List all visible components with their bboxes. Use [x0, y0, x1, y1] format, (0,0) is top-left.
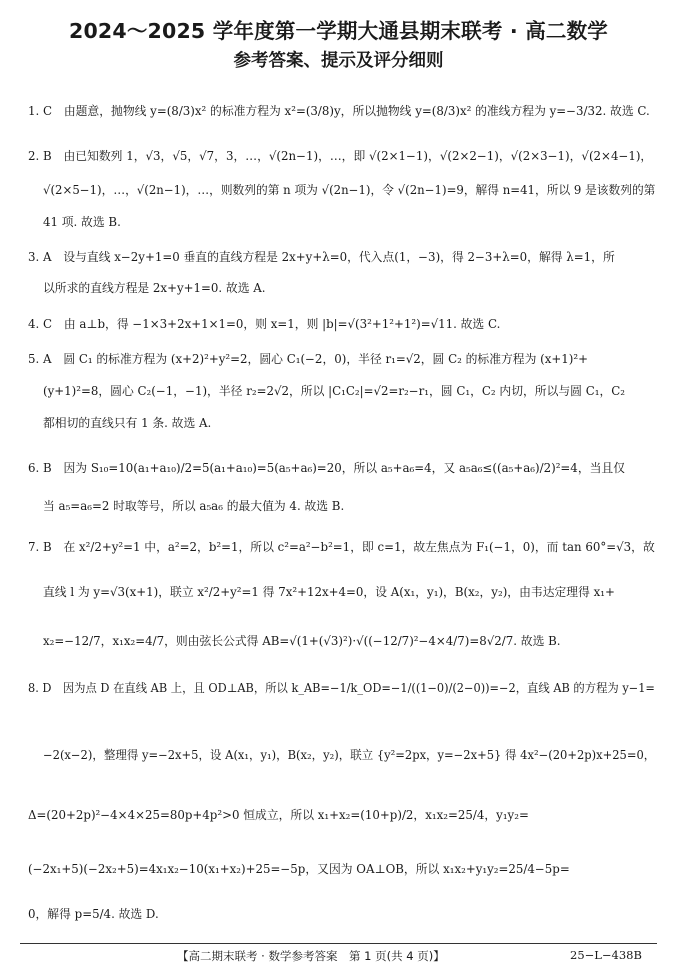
answer-line: 5. A 圆 C₁ 的标准方程为 (x+2)²+y²=2，圆心 C₁(−2，0)，半径 r₁=√2，圆 C₂ 的标准方程为 (x+1)²+	[28, 352, 589, 366]
answer-line: 3. A 设与直线 x−2y+1=0 垂直的直线方程是 2x+y+λ=0，代入点(1，−3)，得 2−3+λ=0，解得 λ=1，所	[28, 250, 615, 264]
footer-code: 25−L−438B	[570, 948, 642, 962]
answer-line: 8. D 因为点 D 在直线 AB 上，且 OD⊥AB，所以 k_AB=−1/k_OD=−1/((1−0)/(2−0))=−2，直线 AB 的方程为 y−1=	[28, 681, 655, 695]
answer-line: (y+1)²=8，圆心 C₂(−1，−1)，半径 r₂=2√2，所以 |C₁C₂|=√2=r₂−r₁，圆 C₁，C₂ 内切，所以与圆 C₁，C₂	[43, 384, 626, 398]
answer-line: −2(x−2)，整理得 y=−2x+5，设 A(x₁，y₁)，B(x₂，y₂)，联立 {y²=2px，y=−2x+5} 得 4x²−(20+2p)x+25=0，	[43, 748, 656, 762]
footer-page-label: 【高二期末联考 · 数学参考答案 第 1 页(共 4 页)】	[177, 949, 445, 963]
document-title: 2024～2025 学年度第一学期大通县期末联考 · 高二数学	[68, 19, 608, 43]
answer-line: 7. B 在 x²/2+y²=1 中，a²=2，b²=1，所以 c²=a²−b²=1，即 c=1，故左焦点为 F₁(−1，0)，而 tan 60°=√3，故	[28, 540, 655, 554]
answer-line: 2. B 由已知数列 1，√3，√5，√7，3，…，√(2n−1)，…，即 √(2×1−1)，√(2×2−1)，√(2×3−1)，√(2×4−1)，	[28, 149, 653, 163]
footer-divider	[20, 943, 657, 944]
answer-line: 以所求的直线方程是 2x+y+1=0. 故选 A.	[43, 281, 266, 295]
answer-line: 41 项. 故选 B.	[43, 215, 121, 229]
answer-line: 1. C 由题意，抛物线 y=(8/3)x² 的标准方程为 x²=(3/8)y，所以抛物线 y=(8/3)x² 的准线方程为 y=−3/32. 故选 C.	[28, 104, 650, 118]
answer-line: (−2x₁+5)(−2x₂+5)=4x₁x₂−10(x₁+x₂)+25=−5p，又因为 OA⊥OB，所以 x₁x₂+y₁y₂=25/4−5p=	[28, 862, 570, 876]
answer-line: 直线 l 为 y=√3(x+1)，联立 x²/2+y²=1 得 7x²+12x+4=0，设 A(x₁，y₁)，B(x₂，y₂)，由韦达定理得 x₁+	[43, 585, 615, 599]
answer-line: Δ=(20+2p)²−4×4×25=80p+4p²>0 恒成立，所以 x₁+x₂=(10+p)/2，x₁x₂=25/4，y₁y₂=	[28, 808, 529, 822]
document-subtitle: 参考答案、提示及评分细则	[233, 51, 444, 71]
answer-line: 当 a₅=a₆=2 时取等号，所以 a₅a₆ 的最大值为 4. 故选 B.	[43, 499, 345, 513]
answer-line: 6. B 因为 S₁₀=10(a₁+a₁₀)/2=5(a₁+a₁₀)=5(a₅+a₆)=20，所以 a₅+a₆=4，又 a₅a₆≤((a₅+a₆)/2)²=4，当且仅	[28, 461, 626, 475]
answer-line: x₂=−12/7，x₁x₂=4/7，则由弦长公式得 AB=√(1+(√3)²)·√((−12/7)²−4×4/7)=8√2/7. 故选 B.	[43, 634, 561, 648]
answer-line: 4. C 由 a⊥b，得 −1×3+2x+1×1=0，则 x=1，则 |b|=√(3²+1²+1²)=√11. 故选 C.	[28, 317, 501, 331]
answer-line: 0，解得 p=5/4. 故选 D.	[28, 907, 159, 921]
answer-line: 都相切的直线只有 1 条. 故选 A.	[43, 416, 212, 430]
answer-line: √(2×5−1)，…，√(2n−1)，…，则数列的第 n 项为 √(2n−1)，令 √(2n−1)=9，解得 n=41，所以 9 是该数列的第	[43, 183, 656, 197]
